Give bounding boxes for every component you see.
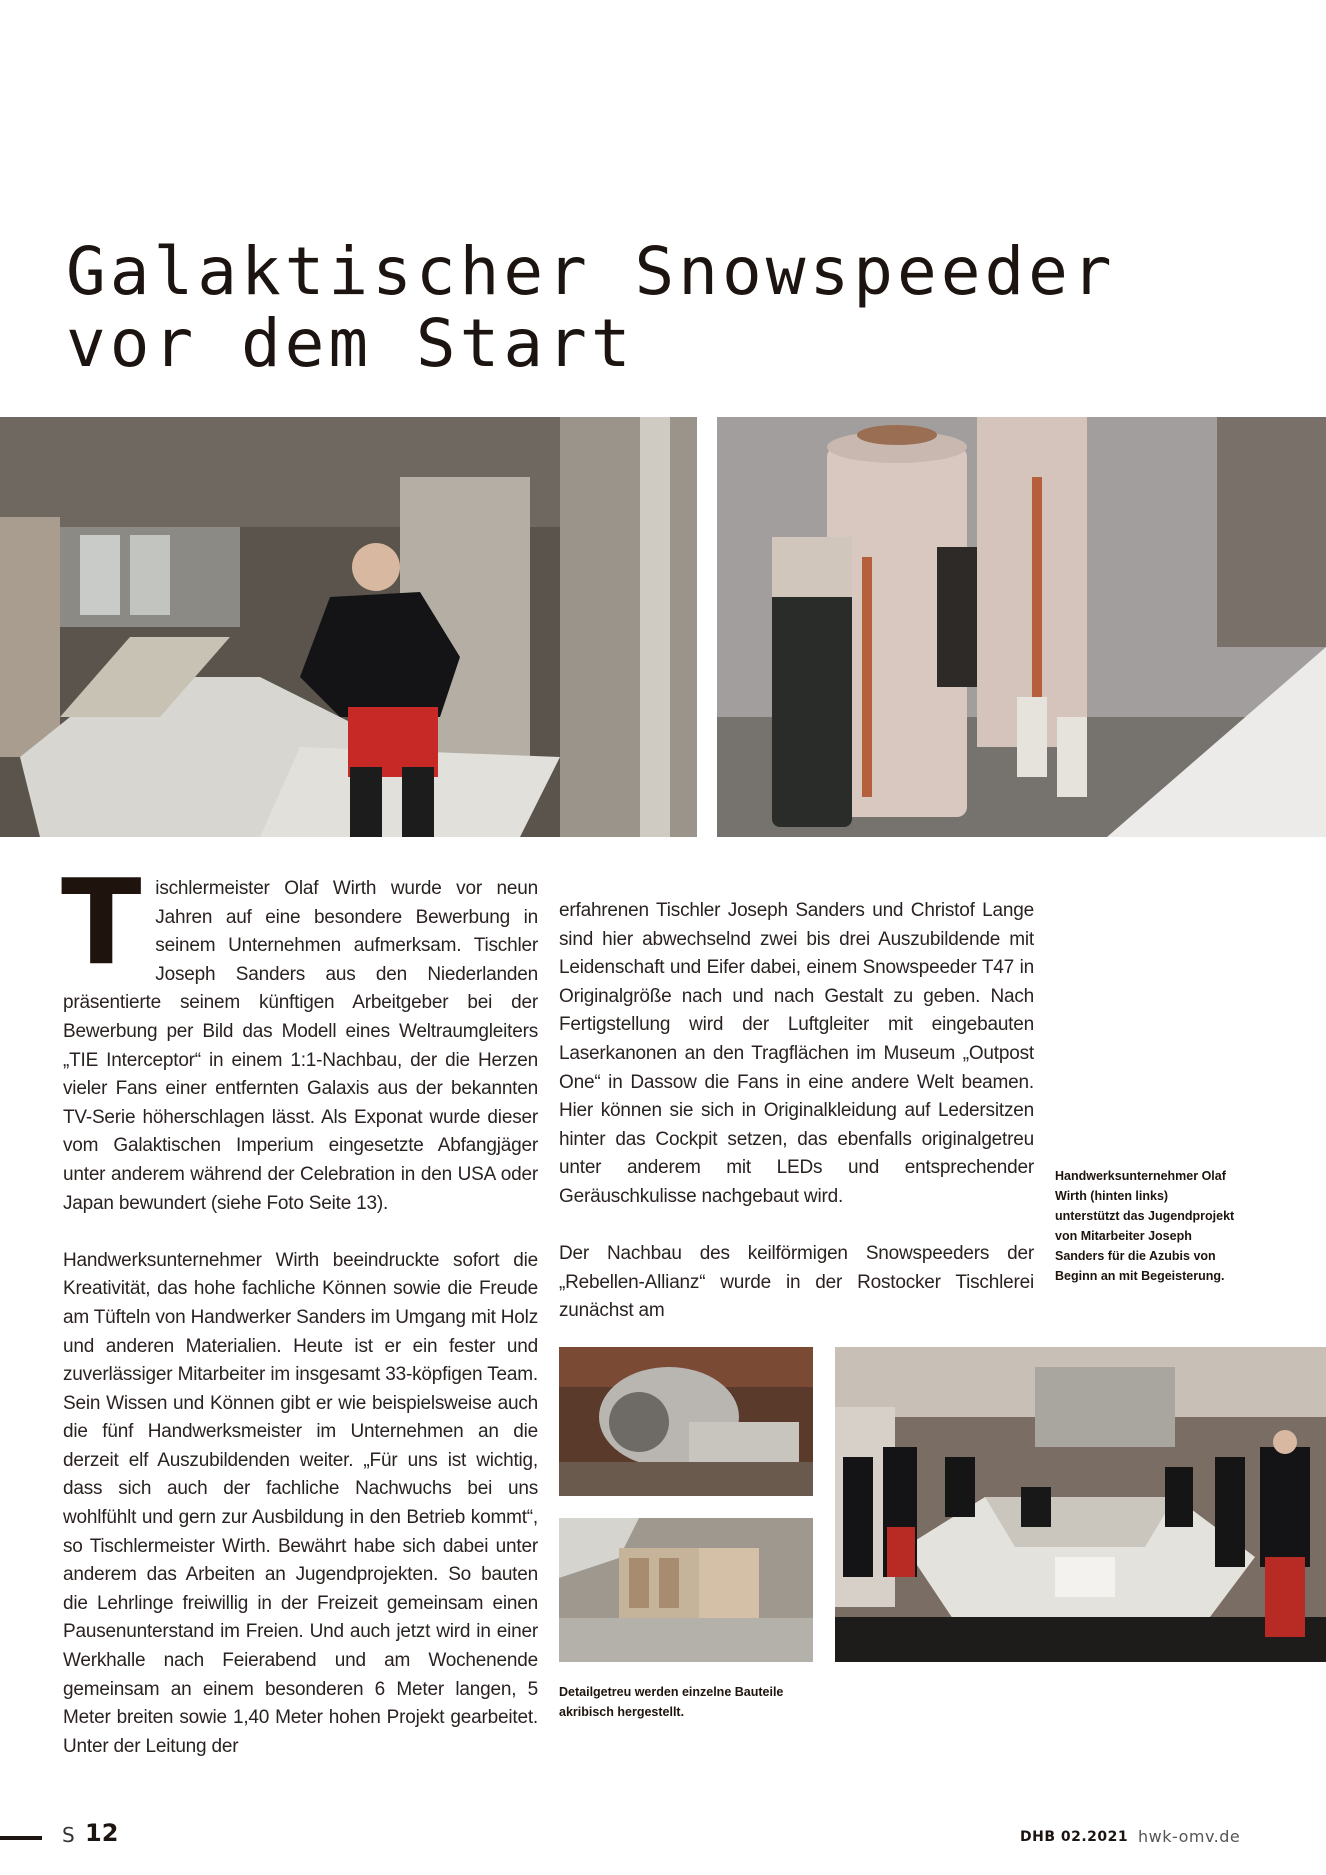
drop-cap: T: [61, 853, 142, 991]
paragraph-3: erfahrenen Tischler Joseph Sanders und Christof Lange sind hier abwechselnd zwei bis drei Auszubildende mit Leidenschaft und Eifer dabei, einem Snowspeeder T47 in Originalgröße nach und nach Gestalt zu geben. Nach Fertigstellung wird der Luftgleiter mit eingebauten Laserkanonen an den Tragflächen im Museum „Outpost One“ in Dassow die Fans in eine andere Welt beamen. Hier können sie sich in Originalkleidung auf Ledersitzen hinter das Cockpit setzen, das ebenfalls originalgetreu unter anderem mit LEDs und entsprechender Geräuschkulisse nachgebaut wird.: [559, 900, 1034, 1207]
caption-detail-photo: Detailgetreu werden einzelne Bauteile akribisch hergestellt.: [559, 1685, 784, 1719]
issue-label: DHB 02.2021: [1020, 1829, 1129, 1845]
photo-falcon-model: [559, 1347, 813, 1496]
caption-team-photo: Handwerksunternehmer Olaf Wirth (hinten links) unterstützt das Jugendprojekt von Mitarbeiter Joseph Sanders für die Azubis von Beginn an mit Begeisterung.: [1055, 1169, 1235, 1283]
photo-cylinders: [717, 417, 1326, 837]
photo-workshop-man: [0, 417, 697, 837]
article-column-2: [559, 897, 1034, 1355]
website-link[interactable]: hwk-omv.de: [1138, 1827, 1241, 1846]
paragraph-2: Handwerksunternehmer Wirth beeindruckte sofort die Kreativität, das hohe fachliche Können sowie die Freude am Tüfteln von Handwerker Sanders im Umgang mit Holz und anderen Materialien. Heute ist er ein fester und zuverlässiger Mitarbeiter im insgesamt 33-köpfigen Team. Sein Wissen und Können gibt er wie beispielsweise auch die fünf Handwerksmeister im Unternehmen an die derzeit elf Auszubildenden weiter. „Für uns ist wichtig, dass sich auch der fachliche Nachwuchs bei uns wohlfühlt und gern zur Ausbildung in den Betrieb kommt“, so Tischlermeister Wirth. Bewährt habe sich dabei unter anderem das Arbeiten an Jugendprojekten. So bauten die Lehrlinge freiwillig in der Freizeit gemeinsam einen Pausenunterstand im Freien. Und auch jetzt wird in einer Werkhalle nach Feierabend und am Wochenende gemeinsam an einem besonderen 6 Meter langen, 5 Meter breiten sowie 1,40 Meter hohen Projekt gearbeitet. Unter der Leitung der: [63, 1249, 539, 1757]
article-column-1: [61, 853, 539, 1790]
paragraph-4: Der Nachbau des keilförmigen Snowspeeders der „Rebellen-Allianz“ wurde in der Rostocker Tischlerei zunächst am: [559, 1243, 1034, 1322]
page-prefix: S: [62, 1823, 75, 1847]
page-number: 12: [85, 1819, 119, 1847]
photo-engine-detail: [559, 1518, 813, 1662]
paragraph-1-text: ischlermeister Olaf Wirth wurde vor neun Jahren auf eine besondere Bewerbung in seinem Unternehmen aufmerksam. Tischler Joseph Sanders aus den Niederlanden präsentierte seinem künftigen Arbeitgeber bei der Bewerbung per Bild das Modell eines Weltraumgleiters „TIE Interceptor“ in einem 1:1-Nachbau, der die Herzen vieler Fans einer entfernten Galaxis aus der bekannten TV-Serie höherschlagen lässt. Als Exponat wurde dieser vom Galaktischen Imperium eingesetzte Abfangjäger unter anderem während der Celebration in den USA oder Japan bewundert (siehe Foto Seite 13).: [63, 878, 538, 1214]
title-line-1: Galaktischer Snowspeeder: [66, 233, 1116, 310]
article-title: [66, 233, 1116, 382]
photo-team-snowspeeder: [835, 1347, 1326, 1662]
footer-rule: [0, 1836, 42, 1840]
title-line-2: vor dem Start: [66, 305, 635, 382]
paragraph-1: [61, 853, 538, 1218]
